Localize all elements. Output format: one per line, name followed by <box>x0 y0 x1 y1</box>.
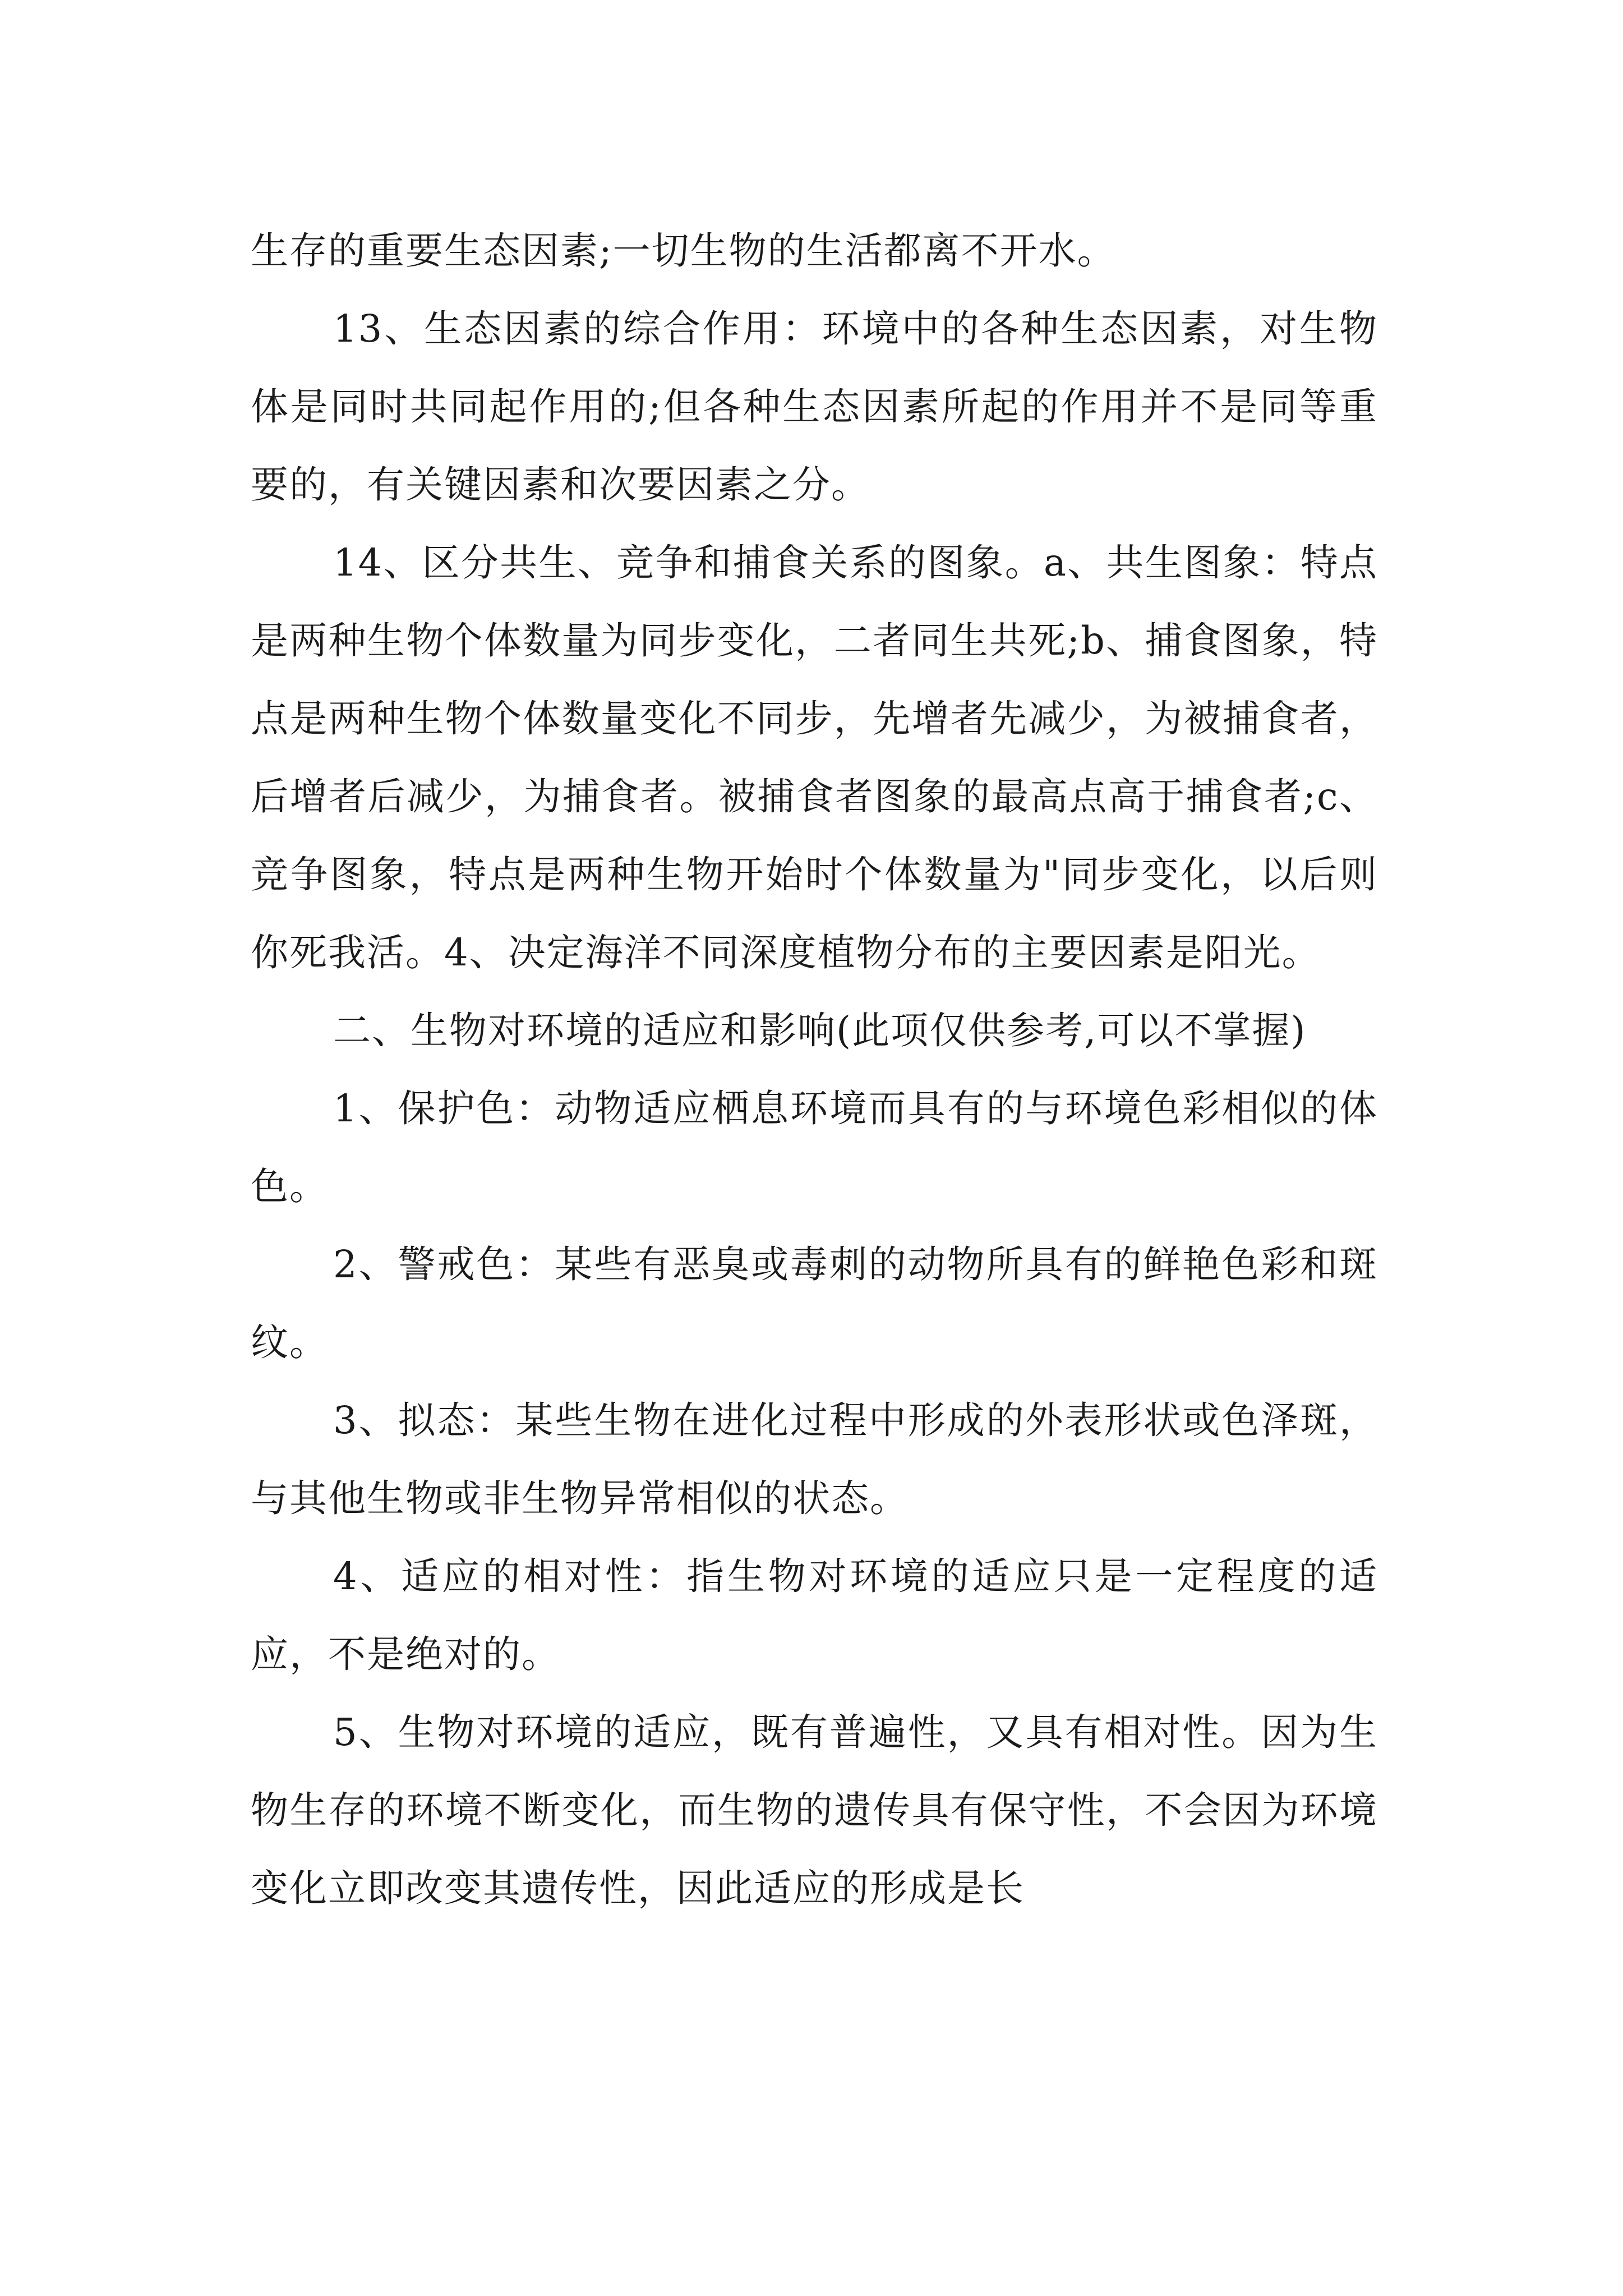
paragraph: 5、生物对环境的适应，既有普遍性，又具有相对性。因为生物生存的环境不断变化，而生物的遗传具有保守性，不会因为环境变化立即改变其遗传性，因此适应的形成是长 <box>251 1710 1378 1910</box>
paragraph: 1、保护色：动物适应栖息环境而具有的与环境色彩相似的体色。 <box>251 1087 1378 1208</box>
paragraph: 2、警戒色：某些有恶臭或毒刺的动物所具有的鲜艳色彩和斑纹。 <box>251 1243 1378 1364</box>
paragraph: 生存的重要生态因素;一切生物的生活都离不开水。 <box>251 229 1116 273</box>
paragraph: 4、适应的相对性：指生物对环境的适应只是一定程度的适应，不是绝对的。 <box>251 1554 1378 1676</box>
section-heading: 二、生物对环境的适应和影响(此项仅供参考,可以不掌握) <box>333 1009 1307 1052</box>
paragraph: 14、区分共生、竞争和捕食关系的图象。a、共生图象：特点是两种生物个体数量为同步变化，二者同生共死;b、捕食图象，特点是两种生物个体数量变化不同步，先增者先减少，为被捕食者，后增者后减少，为捕食者。被捕食者图象的最高点高于捕食者;c、竞争图象，特点是两种生物开始时个体数量为"同步变化，以后则你死我活。4、决定海洋不同深度植物分布的主要因素是阳光。 <box>251 541 1378 974</box>
document-body <box>251 212 1378 1927</box>
paragraph: 3、拟态：某些生物在进化过程中形成的外表形状或色泽斑，与其他生物或非生物异常相似的状态。 <box>251 1398 1378 1520</box>
paragraph: 13、生态因素的综合作用：环境中的各种生态因素，对生物体是同时共同起作用的;但各种生态因素所起的作用并不是同等重要的，有关键因素和次要因素之分。 <box>251 307 1378 507</box>
